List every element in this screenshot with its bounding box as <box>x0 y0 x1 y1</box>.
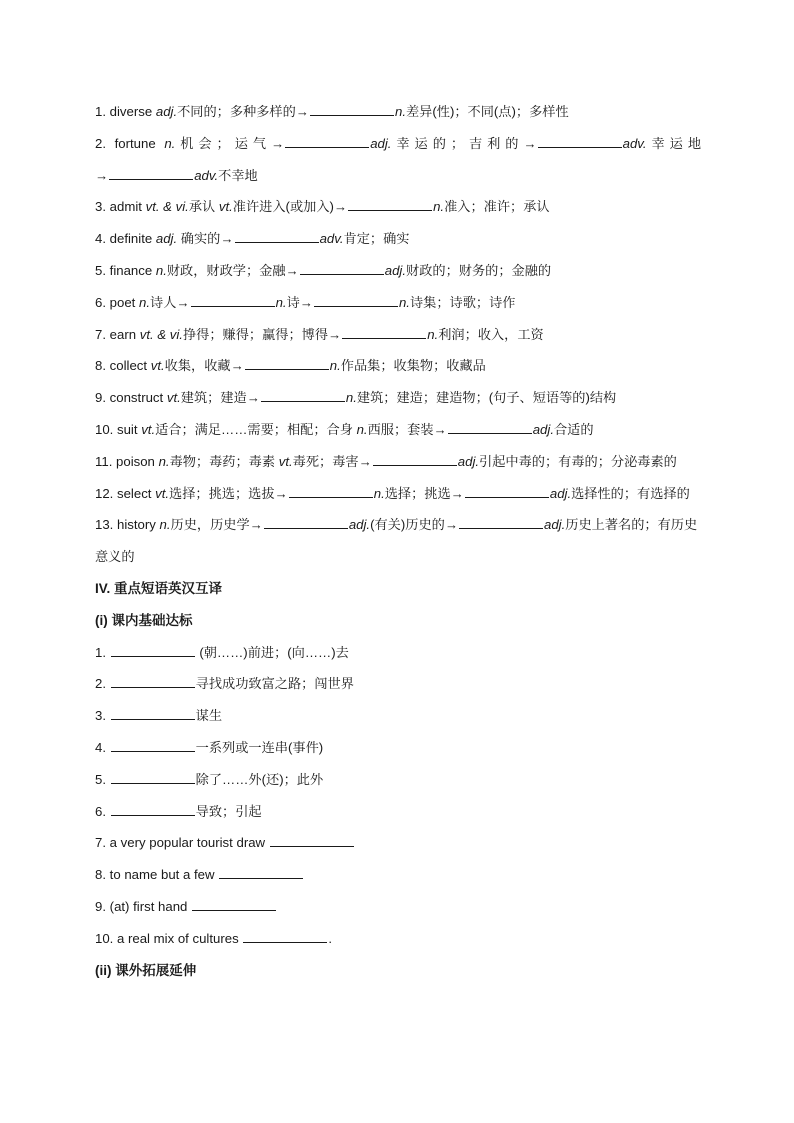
answer-blank[interactable] <box>111 771 195 784</box>
answer-blank[interactable] <box>289 485 373 498</box>
worksheet-content <box>95 96 701 986</box>
vocab-item-12: 12. select vt.选择；挑选；选拔→ n.选择；挑选→ adj.选择性的；有选择的 <box>95 485 690 501</box>
answer-blank[interactable] <box>342 326 426 339</box>
vocab-item-11: 11. poison n.毒物；毒药；毒素 vt.毒死；毒害→ adj.引起中毒的；有毒的；分泌毒素的 <box>95 453 677 469</box>
answer-blank[interactable] <box>300 262 384 275</box>
vocab-item-1: 1. diverse adj.不同的；多种多样的→ n.差异(性)；不同(点)；多样性 <box>95 104 569 119</box>
phrase-item-3: 3. 谋生 <box>95 708 223 724</box>
answer-blank[interactable] <box>270 834 354 847</box>
vocab-item-3: 3. admit vt. & vi.承认 vt.准许进入(或加入)→ n.准入；准许；承认 <box>95 199 550 215</box>
answer-blank[interactable] <box>109 167 193 180</box>
answer-blank[interactable] <box>111 644 195 657</box>
vocab-item-10: 10. suit vt.适合；满足……需要；相配；合身 n.西服；套装→ adj.合适的 <box>95 421 594 437</box>
answer-blank[interactable] <box>538 135 622 148</box>
answer-blank[interactable] <box>459 516 543 529</box>
section-title: IV. 重点短语英汉互译 <box>95 580 223 596</box>
vocab-item-13: 13. history n.历史，历史学→ adj.(有关)历史的→ adj.历史上著名的；有历史意义的 <box>95 517 698 565</box>
answer-blank[interactable] <box>111 803 195 816</box>
vocab-item-5: 5. finance n.财政，财政学；金融→ adj.财政的；财务的；金融的 <box>95 262 552 278</box>
subsection-title-extended: (ii) 课外拓展延伸 <box>95 962 197 978</box>
answer-blank[interactable] <box>264 516 348 529</box>
phrase-item-4: 4. 一系列或一连串(事件) <box>95 739 324 755</box>
phrase-item-6: 6. 导致；引起 <box>95 803 262 819</box>
vocab-item-4: 4. definite adj. 确实的→ adv.肯定；确实 <box>95 231 410 247</box>
answer-blank[interactable] <box>465 485 549 498</box>
answer-blank[interactable] <box>219 866 303 879</box>
answer-blank[interactable] <box>192 898 276 911</box>
answer-blank[interactable] <box>314 294 398 307</box>
vocab-item-6: 6. poet n.诗人→ n.诗→ n.诗集；诗歌；诗作 <box>95 294 516 310</box>
answer-blank[interactable] <box>243 930 327 943</box>
answer-blank[interactable] <box>373 453 457 466</box>
phrase-item-2: 2. 寻找成功致富之路；闯世界 <box>95 676 354 692</box>
answer-blank[interactable] <box>111 675 195 688</box>
answer-blank[interactable] <box>348 198 432 211</box>
phrase-item-7: 7. a very popular tourist draw <box>95 827 701 859</box>
answer-blank[interactable] <box>191 294 275 307</box>
phrase-item-10: 10. a real mix of cultures . <box>95 930 332 946</box>
vocab-item-2-cont: → adv.不幸地 <box>95 167 258 183</box>
phrase-item-9: 9. (at) first hand <box>95 891 701 923</box>
answer-blank[interactable] <box>235 230 319 243</box>
vocab-item-2: 2. fortune n.机会；运气→ adj.幸运的；吉利的→ adv.幸运地 <box>95 135 702 151</box>
answer-blank[interactable] <box>310 103 394 116</box>
phrase-item-1: 1. (朝……)前进；(向……)去 <box>95 644 349 660</box>
vocab-item-7: 7. earn vt. & vi.挣得；赚得；赢得；博得→ n.利润；收入，工资 <box>95 326 544 342</box>
answer-blank[interactable] <box>261 389 345 402</box>
answer-blank[interactable] <box>448 421 532 434</box>
answer-blank[interactable] <box>245 357 329 370</box>
answer-blank[interactable] <box>285 135 369 148</box>
vocab-item-8: 8. collect vt.收集，收藏→ n.作品集；收集物；收藏品 <box>95 358 486 374</box>
phrase-item-5: 5. 除了……外(还)；此外 <box>95 771 324 787</box>
subsection-title-basic: (i) 课内基础达标 <box>95 612 193 628</box>
answer-blank[interactable] <box>111 707 195 720</box>
answer-blank[interactable] <box>111 739 195 752</box>
phrase-item-8: 8. to name but a few <box>95 859 701 891</box>
vocab-item-9: 9. construct vt.建筑；建造→ n.建筑；建造；建造物；(句子、短语等的)结构 <box>95 390 617 406</box>
